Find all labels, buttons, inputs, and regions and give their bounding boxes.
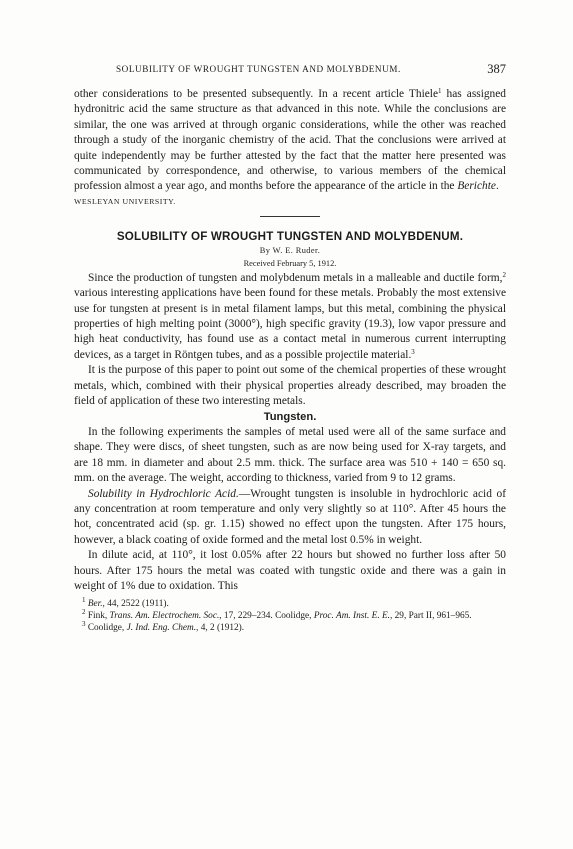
paragraph-intro: Since the production of tungsten and molybdenum metals in a malleable and ductile form,$^2$ various interesting applications have been found for these metals. Probably the most extensive use for tungsten at present is in metal filament lamps, but this metal, combining the physical properties of high melting point (3000°), high specific gravity (19.3), low vapor pressure and high heat conductivity, has found use as a contact metal in numerous current interrupting devices, as a target in Röntgen tubes, and as a possible projectile material.$^3$ <box>74 270 506 361</box>
page-header <box>74 62 506 78</box>
section-divider <box>260 216 320 217</box>
running-head: SOLUBILITY OF WROUGHT TUNGSTEN AND MOLYBDENUM. <box>116 64 401 74</box>
received-date: Received February 5, 1912. <box>243 258 337 268</box>
intro-paragraph: other considerations to be presented subsequently. In a recent article Thiele$^1$ has assigned hydronitric acid the same structure as that advanced in this note. While the conclusions are similar, the one was arrived at through organic considerations, while the other was reached through a study of the inorganic chemistry of the acid. That the conclusions were arrived at quite independently may be further attested by the fact that the matter here presented was communicated by correspondence, and otherwise, to various members of the chemical profession almost a year ago, and months before the appearance of the article in the Berichte. <box>74 87 506 193</box>
footnote-ref-1: 1 <box>438 87 442 95</box>
footnote-3: $^3$ Coolidge, J. Ind. Eng. Chem., 4, 2 (1912). <box>82 619 245 633</box>
footnote-2: $^2$ Fink, Trans. Am. Electrochem. Soc., 17, 229–234. Coolidge, Proc. Am. Inst. E. E., 29, Part II, 961–965. <box>82 607 472 621</box>
page-body <box>74 87 506 634</box>
paragraph-dilute-acid: In dilute acid, at 110°, it lost 0.05% after 22 hours but showed no further loss after 50 hours. After 175 hours the metal was coated with tungstic oxide and there was a gain in weight of 1% due to oxidation. This <box>74 549 506 592</box>
paragraph-hcl: Solubility in Hydrochloric Acid.—Wrought tungsten is insoluble in hydrochloric acid of any concentration at room temperature and only very slightly so at 110°. After 45 hours the hot, concentrated acid (sp. gr. 1.15) showed no effect upon the tungsten. After 175 hours, however, a black coating of oxide formed and the metal lost 0.5% in weight. <box>74 487 506 546</box>
footnote-1: $^1$ Ber., 44, 2522 (1911). <box>82 596 169 610</box>
article-byline: By W. E. Ruder. <box>259 245 321 255</box>
paragraph-purpose: It is the purpose of this paper to point out some of the chemical properties of these wrought metals, which, combined with their physical properties already described, may broaden the field of application of these two interesting metals. <box>74 364 506 408</box>
footnote-ref-3: 3 <box>411 347 415 356</box>
author-affiliation: WESLEYAN UNIVERSITY. <box>74 196 176 206</box>
paragraph-samples: In the following experiments the samples of metal used were all of the same surface and shape. They were discs, of sheet tungsten, such as are now being used for X-ray targets, and are 18 mm. in diameter and about 2.5 mm. thick. The surface area was 510 + 140 = 650 sq. mm. on the average. The weight, according to thickness, varied from 9 to 12 grams. <box>74 425 506 485</box>
article-title: SOLUBILITY OF WROUGHT TUNGSTEN AND MOLYBDENUM. <box>116 229 464 243</box>
footnote-ref-2: 2 <box>502 270 506 279</box>
page-number: 387 <box>487 62 506 76</box>
journal-name: Berichte <box>457 180 496 193</box>
section-heading: Tungsten. <box>263 410 317 423</box>
subsection-title: Solubility in Hydrochloric Acid. <box>88 487 239 500</box>
